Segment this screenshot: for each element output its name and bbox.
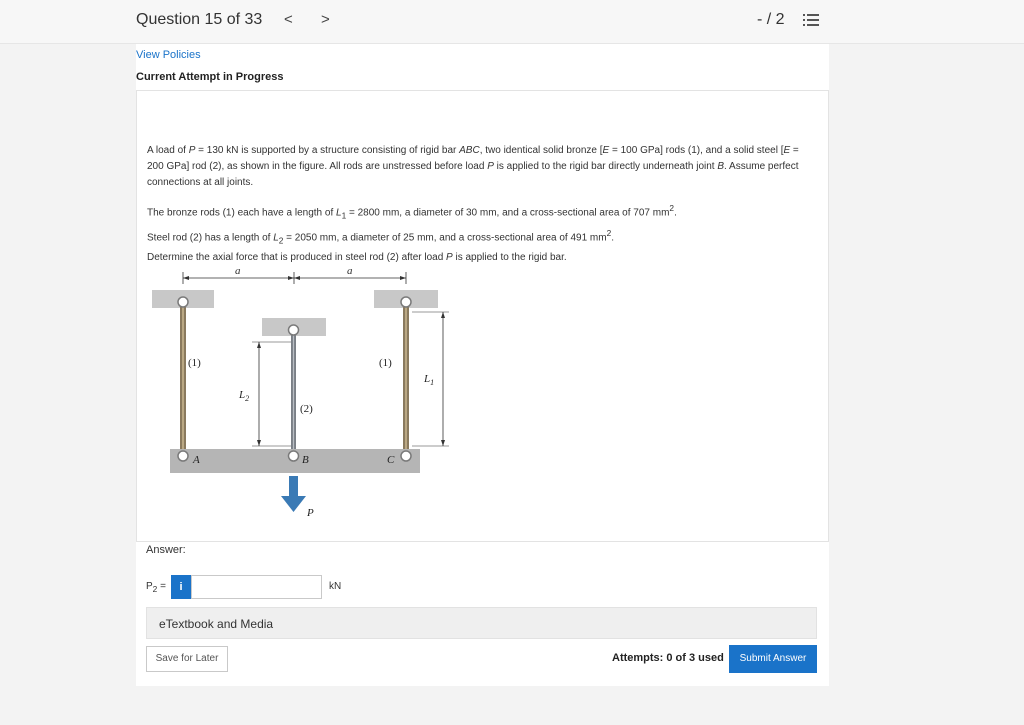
p2-label: $P_2$ = — [146, 581, 166, 594]
unit-label: kN — [329, 581, 342, 592]
previous-question-button[interactable]: < — [284, 11, 293, 28]
dimension-l2 — [252, 342, 291, 446]
pin-top-left — [178, 297, 188, 307]
question-title: Question 15 of 33 — [136, 11, 263, 28]
attempt-heading: Current Attempt in Progress — [136, 71, 284, 83]
rod-2-label: (2) — [300, 403, 313, 415]
l2-label: $L_2$ — [239, 389, 250, 403]
pin-top-right — [401, 297, 411, 307]
joint-a-label: A — [193, 454, 200, 466]
rod-1-right-label: (1) — [379, 357, 392, 369]
l1-label: $L_1$ — [424, 373, 435, 387]
structure-figure — [150, 262, 450, 524]
dim-a-left-label: a — [235, 265, 241, 277]
load-arrow — [281, 476, 306, 512]
dimension-a — [183, 272, 406, 284]
problem-paragraph-4: Determine the axial force that is produced in steel rod (2) after load P is applied to the rigid bar. — [147, 252, 567, 263]
dim-a-right-label: a — [347, 265, 353, 277]
etextbook-and-media-button[interactable]: eTextbook and Media — [146, 607, 817, 639]
problem-paragraph-3: Steel rod (2) has a length of $L_2 = 2050$ mm, a diameter of 25 mm, and a cross-sectional area of 491 $mm^2$. — [147, 228, 615, 246]
score-display: - / 2 — [757, 11, 785, 28]
view-policies-link[interactable]: View Policies — [136, 49, 201, 61]
answer-input[interactable] — [191, 575, 322, 599]
joint-b-label: B — [302, 454, 309, 466]
next-question-button[interactable]: > — [321, 11, 330, 28]
list-icon[interactable] — [803, 13, 819, 27]
attempts-counter: Attempts: 0 of 3 used — [612, 652, 724, 664]
pin-c — [401, 451, 411, 461]
pin-top-middle — [289, 325, 299, 335]
pin-a — [178, 451, 188, 461]
submit-answer-button[interactable]: Submit Answer — [729, 645, 817, 673]
problem-paragraph-2: The bronze rods (1) each have a length of $L_1 = 2800$ mm, a diameter of 30 mm, and a cross-sectional area of 707 $mm^2$. — [147, 203, 677, 221]
problem-paragraph-1: A load of P = 130 kN is supported by a structure consisting of rigid bar ABC, two identical solid bronze [E = 100 GPa] rods (1), and a solid steel [E = 200 GPa] rod (2), as shown in the figure. All rods are unstressed before load P is applied to the rigid bar directly underneath joint B. Assume perfect connections at all joints. — [147, 145, 799, 188]
save-for-later-button[interactable]: Save for Later — [146, 646, 228, 672]
pin-b — [289, 451, 299, 461]
top-bar — [0, 0, 1024, 44]
rod-1-left-label: (1) — [188, 357, 201, 369]
answer-label: Answer: — [146, 544, 186, 556]
info-button[interactable]: i — [171, 575, 191, 599]
load-label: P — [307, 507, 314, 519]
joint-c-label: C — [387, 454, 395, 466]
